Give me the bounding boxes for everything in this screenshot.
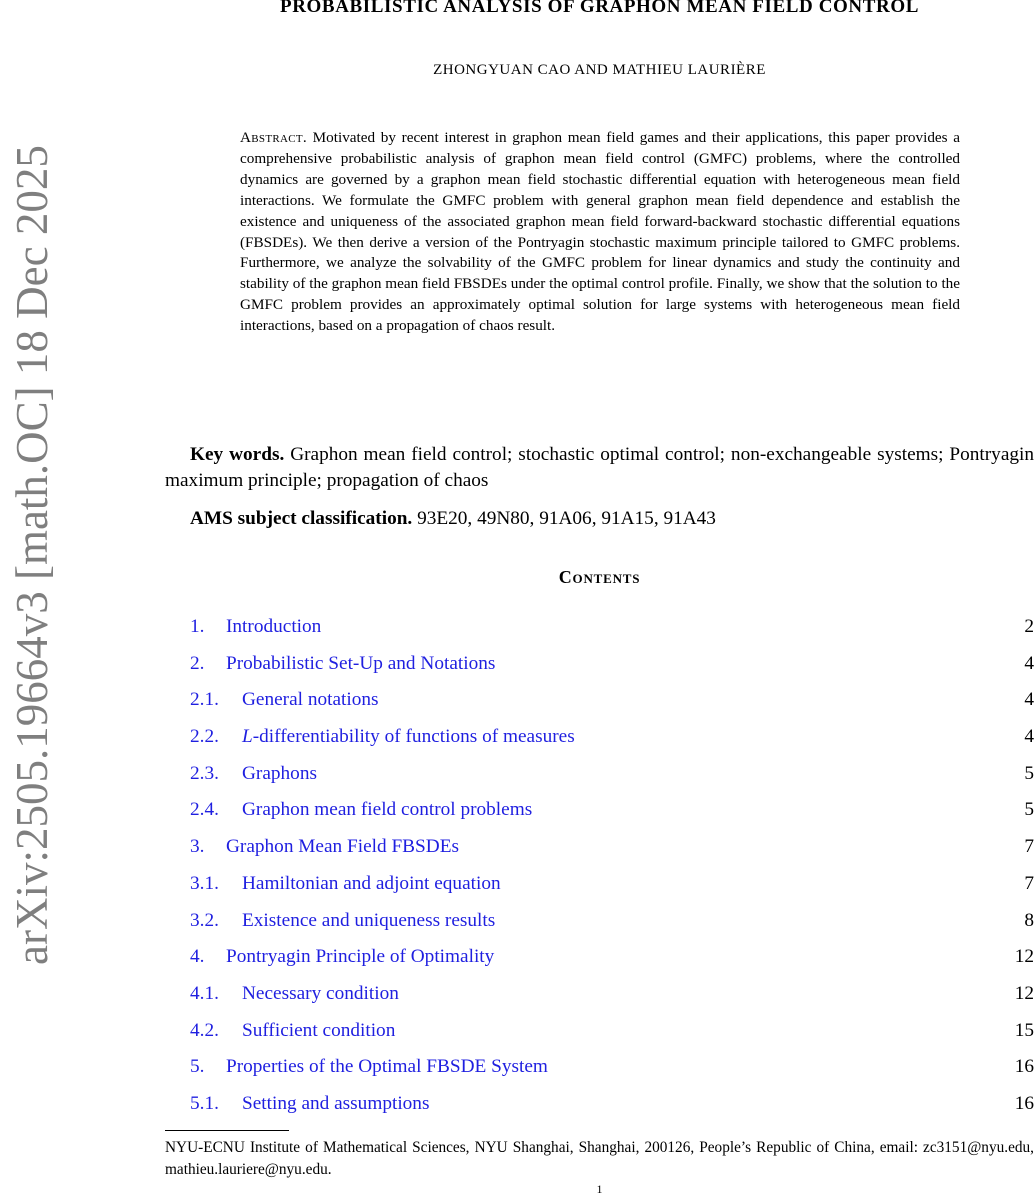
toc-title: Necessary condition xyxy=(242,982,399,1004)
toc-page-number: 5 xyxy=(1024,762,1034,784)
toc-number: 4.1. xyxy=(190,982,219,1004)
toc-title: Hamiltonian and adjoint equation xyxy=(242,872,501,894)
toc-title: General notations xyxy=(242,689,379,711)
toc-entry xyxy=(190,1018,1034,1055)
toc-title: Introduction xyxy=(226,616,322,637)
toc-title: Pontryagin Principle of Optimality xyxy=(226,946,495,968)
toc-page-number: 2 xyxy=(1024,616,1034,637)
toc-page-number: 8 xyxy=(1024,909,1034,931)
toc-number: 3.1. xyxy=(190,872,219,894)
abstract-label: Abstract. xyxy=(240,129,307,146)
toc-entry xyxy=(190,981,1034,1018)
toc-page-number: 4 xyxy=(1024,726,1034,748)
toc-link-pontryagin-principle[interactable] xyxy=(190,946,494,967)
toc-link-introduction[interactable] xyxy=(190,616,321,637)
toc-title: -differentiability of functions of measures xyxy=(252,726,575,748)
toc-number: 1. xyxy=(190,616,205,637)
toc-entry xyxy=(190,834,1034,871)
toc-entry xyxy=(190,908,1034,945)
toc-page-number: 16 xyxy=(1014,1092,1034,1114)
toc-number: 2.1. xyxy=(190,689,219,711)
toc-number: 4.2. xyxy=(190,1019,219,1041)
toc-number: 2.4. xyxy=(190,799,219,821)
toc-page-number: 4 xyxy=(1024,652,1034,674)
toc-link-graphons[interactable] xyxy=(190,763,317,784)
toc-entry xyxy=(190,1054,1034,1091)
toc-number: 5. xyxy=(190,1056,205,1078)
toc-title: Properties of the Optimal FBSDE System xyxy=(226,1056,548,1078)
toc-entry xyxy=(190,724,1034,761)
toc-entry xyxy=(190,797,1034,834)
toc-page-number: 12 xyxy=(1014,982,1034,1004)
arxiv-identifier-stamp: arXiv:2505.19664v3 [math.OC] 18 Dec 2025 xyxy=(7,145,57,965)
toc-title: Existence and uniqueness results xyxy=(242,909,496,931)
ams-label: AMS subject classification. xyxy=(190,508,413,529)
contents-heading: Contents xyxy=(558,567,641,587)
toc-number: 3.2. xyxy=(190,909,219,931)
keywords-label: Key words. xyxy=(190,444,285,465)
abstract xyxy=(240,128,960,337)
toc-page-number: 7 xyxy=(1024,872,1034,894)
toc-page-number: 4 xyxy=(1024,689,1034,711)
toc-link-graphon-mfc-problems[interactable] xyxy=(190,799,532,820)
keywords xyxy=(165,442,1034,494)
toc-page-number: 5 xyxy=(1024,799,1034,821)
toc-link-sufficient-condition[interactable] xyxy=(190,1020,395,1041)
toc-link-graphon-mf-fbsdes[interactable] xyxy=(190,836,459,857)
footnote-rule xyxy=(165,1130,289,1131)
table-of-contents xyxy=(190,614,1034,1128)
toc-title: Probabilistic Set-Up and Notations xyxy=(226,652,496,674)
toc-entry xyxy=(190,944,1034,981)
toc-page-number: 12 xyxy=(1014,946,1034,968)
toc-number: 4. xyxy=(190,946,205,968)
toc-entry xyxy=(190,761,1034,798)
toc-link-probabilistic-setup[interactable] xyxy=(190,653,495,674)
toc-entry xyxy=(190,614,1034,651)
toc-entry xyxy=(190,651,1034,688)
toc-number: 2.3. xyxy=(190,762,219,784)
toc-title: Graphon Mean Field FBSDEs xyxy=(226,836,459,858)
toc-entry xyxy=(190,1091,1034,1128)
ams-codes: 93E20, 49N80, 91A06, 91A15, 91A43 xyxy=(417,508,716,529)
toc-number: 3. xyxy=(190,836,205,858)
toc-title: Sufficient condition xyxy=(242,1019,396,1041)
toc-link-hamiltonian[interactable] xyxy=(190,873,501,894)
ams-classification xyxy=(190,506,1034,532)
toc-page-number: 16 xyxy=(1014,1056,1034,1078)
toc-link-existence-uniqueness[interactable] xyxy=(190,910,495,931)
toc-link-l-differentiability[interactable] xyxy=(190,726,575,747)
toc-title: Setting and assumptions xyxy=(242,1092,430,1114)
toc-number: 5.1. xyxy=(190,1092,219,1114)
paper-title: PROBABILISTIC ANALYSIS OF GRAPHON MEAN FIELD CONTROL xyxy=(280,0,919,17)
toc-number: 2. xyxy=(190,652,205,674)
toc-title: Graphons xyxy=(242,762,317,784)
toc-link-general-notations[interactable] xyxy=(190,689,379,710)
paper-authors: ZHONGYUAN CAO AND MATHIEU LAURIÈRE xyxy=(433,62,766,78)
toc-link-optimal-fbsde-properties[interactable] xyxy=(190,1056,548,1077)
toc-title-math-symbol: L xyxy=(242,726,253,748)
toc-number: 2.2. xyxy=(190,726,219,748)
toc-entry xyxy=(190,687,1034,724)
affiliation-footnote: NYU-ECNU Institute of Mathematical Sciences, NYU Shanghai, Shanghai, 200126, People’s Republic of China, email: zc3151@nyu.edu, mathieu.lauriere@nyu.edu. xyxy=(165,1139,1034,1178)
toc-entry xyxy=(190,871,1034,908)
toc-page-number: 15 xyxy=(1014,1019,1034,1041)
keywords-text: Graphon mean field control; stochastic optimal control; non-exchangeable systems; Pontryagin maximum principle; propagation of chaos xyxy=(165,444,1034,491)
toc-link-setting-assumptions[interactable] xyxy=(190,1093,429,1114)
abstract-text: Motivated by recent interest in graphon mean field games and their applications, this paper provides a comprehensive probabilistic analysis of graphon mean field control (GMFC) problems, where the controlled dynamics are governed by a graphon mean field stochastic differential equation with heterogeneous mean field interactions. We formulate the GMFC problem with general graphon mean field dependence and establish the existence and uniqueness of the associated graphon mean field forward-backward stochastic differential equations (FBSDEs). We then derive a version of the Pontryagin stochastic maximum principle tailored to GMFC problems. Furthermore, we analyze the solvability of the GMFC problem for linear dynamics and study the continuity and stability of the graphon mean field FBSDEs under the optimal control profile. Finally, we show that the solution to the GMFC problem provides an approximately optimal solution for large systems with heterogeneous mean field interactions, based on a propagation of chaos result. xyxy=(240,129,961,335)
toc-title: Graphon mean field control problems xyxy=(242,799,533,821)
page-number: 1 xyxy=(596,1182,603,1196)
toc-page-number: 7 xyxy=(1024,836,1034,858)
toc-link-necessary-condition[interactable] xyxy=(190,983,399,1004)
